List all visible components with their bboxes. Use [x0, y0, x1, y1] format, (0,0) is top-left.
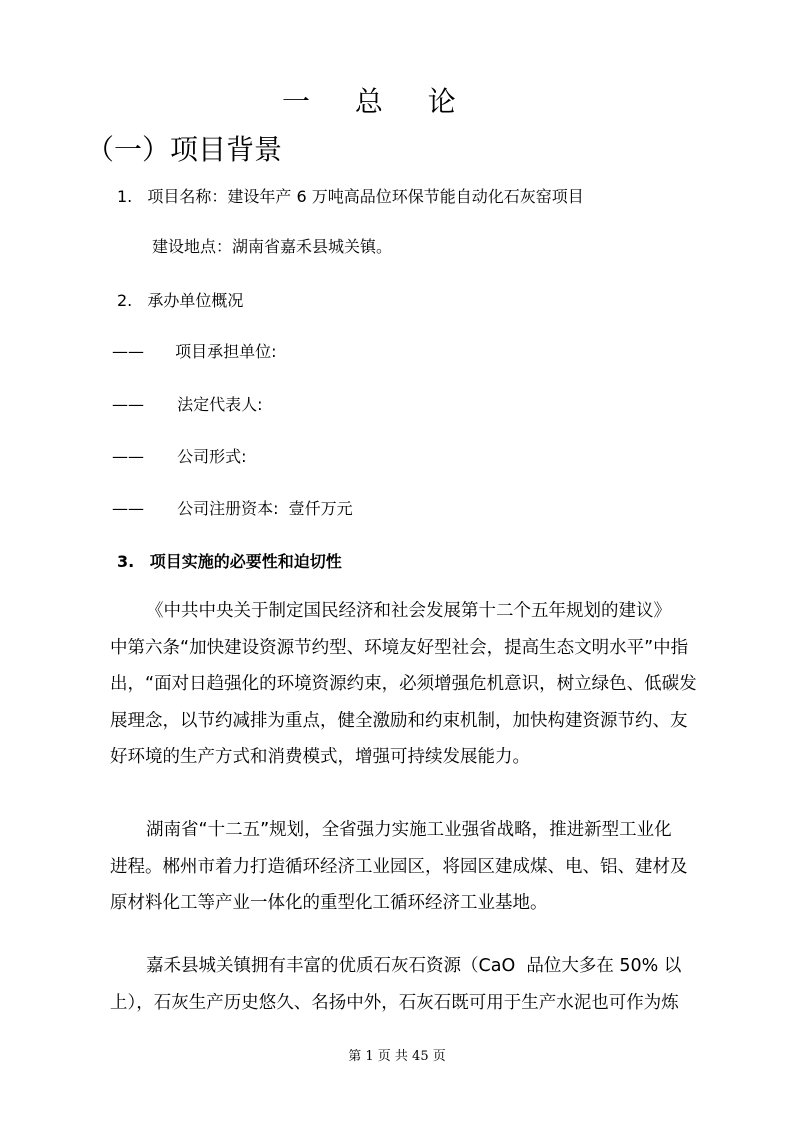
field-text: 项目承担单位:	[175, 342, 277, 361]
paragraph-line: 《中共中央关于制定国民经济和社会发展第十二个五年规划的建议》	[146, 601, 671, 621]
section-title: （一）项目背景	[86, 133, 283, 166]
paragraph-2	[110, 812, 714, 922]
field-text: 法定代表人:	[177, 395, 263, 414]
field-row	[112, 342, 277, 362]
paragraph-line: 出，“面对日趋强化的环境资源约束，必须增强危机意识，树立绿色、低碳发	[110, 674, 697, 694]
field-text: 公司注册资本: 壹仟万元	[177, 499, 353, 518]
paragraph-line: 湖南省“十二五”规划，全省强力实施工业强省战略，推进新型工业化	[146, 820, 672, 840]
field-row	[112, 499, 353, 519]
field-dash: ——	[112, 499, 144, 518]
item-label: 项目实施的必要性和迫切性	[149, 552, 342, 571]
field-dash: ——	[112, 395, 144, 414]
paragraph-3	[110, 948, 714, 1021]
project-location: 建设地点：湖南省嘉禾县城关镇。	[152, 237, 393, 256]
field-dash: ——	[112, 342, 144, 361]
item-number: 3.	[117, 552, 135, 571]
paragraph-line: 展理念，以节约减排为重点，健全激励和约束机制，加快构建资源节约、友	[110, 710, 688, 731]
item-number: 2.	[117, 291, 133, 310]
paragraph-line: 进程。郴州市着力打造循环经济工业园区，将园区建成煤、电、铝、建材及	[110, 856, 688, 877]
paragraph-line: 中第六条“加快建设资源节约型、环境友好型社会，提高生态文明水平”中指	[110, 637, 689, 658]
item-label: 承办单位概况	[147, 291, 244, 310]
paragraph-line: 原材料化工等产业一体化的重型化工循环经济工业基地。	[110, 893, 548, 913]
item-2	[117, 291, 243, 311]
field-dash: ——	[112, 447, 144, 466]
paragraph-line: 好环境的生产方式和消费模式，增强可持续发展能力。	[110, 747, 530, 767]
item-label: 项目名称：建设年产 6 万吨高品位环保节能自动化石灰窑项目	[147, 187, 584, 206]
item-number: 1.	[117, 187, 133, 206]
paragraph-1	[110, 593, 714, 776]
item-1	[117, 187, 584, 207]
paragraph-line: 上），石灰生产历史悠久、名扬中外，石灰石既可用于生产水泥也可作为炼	[110, 992, 679, 1013]
page-footer: 第 1 页 共 45 页	[348, 1049, 446, 1064]
field-row	[112, 447, 247, 467]
field-row	[112, 395, 263, 415]
item-3	[117, 552, 342, 572]
paragraph-line: 嘉禾县城关镇拥有丰富的优质石灰石资源（CaO 品位大多在 50% 以	[146, 956, 682, 976]
chapter-title: 一 总 论	[282, 85, 474, 118]
field-text: 公司形式:	[177, 447, 247, 466]
